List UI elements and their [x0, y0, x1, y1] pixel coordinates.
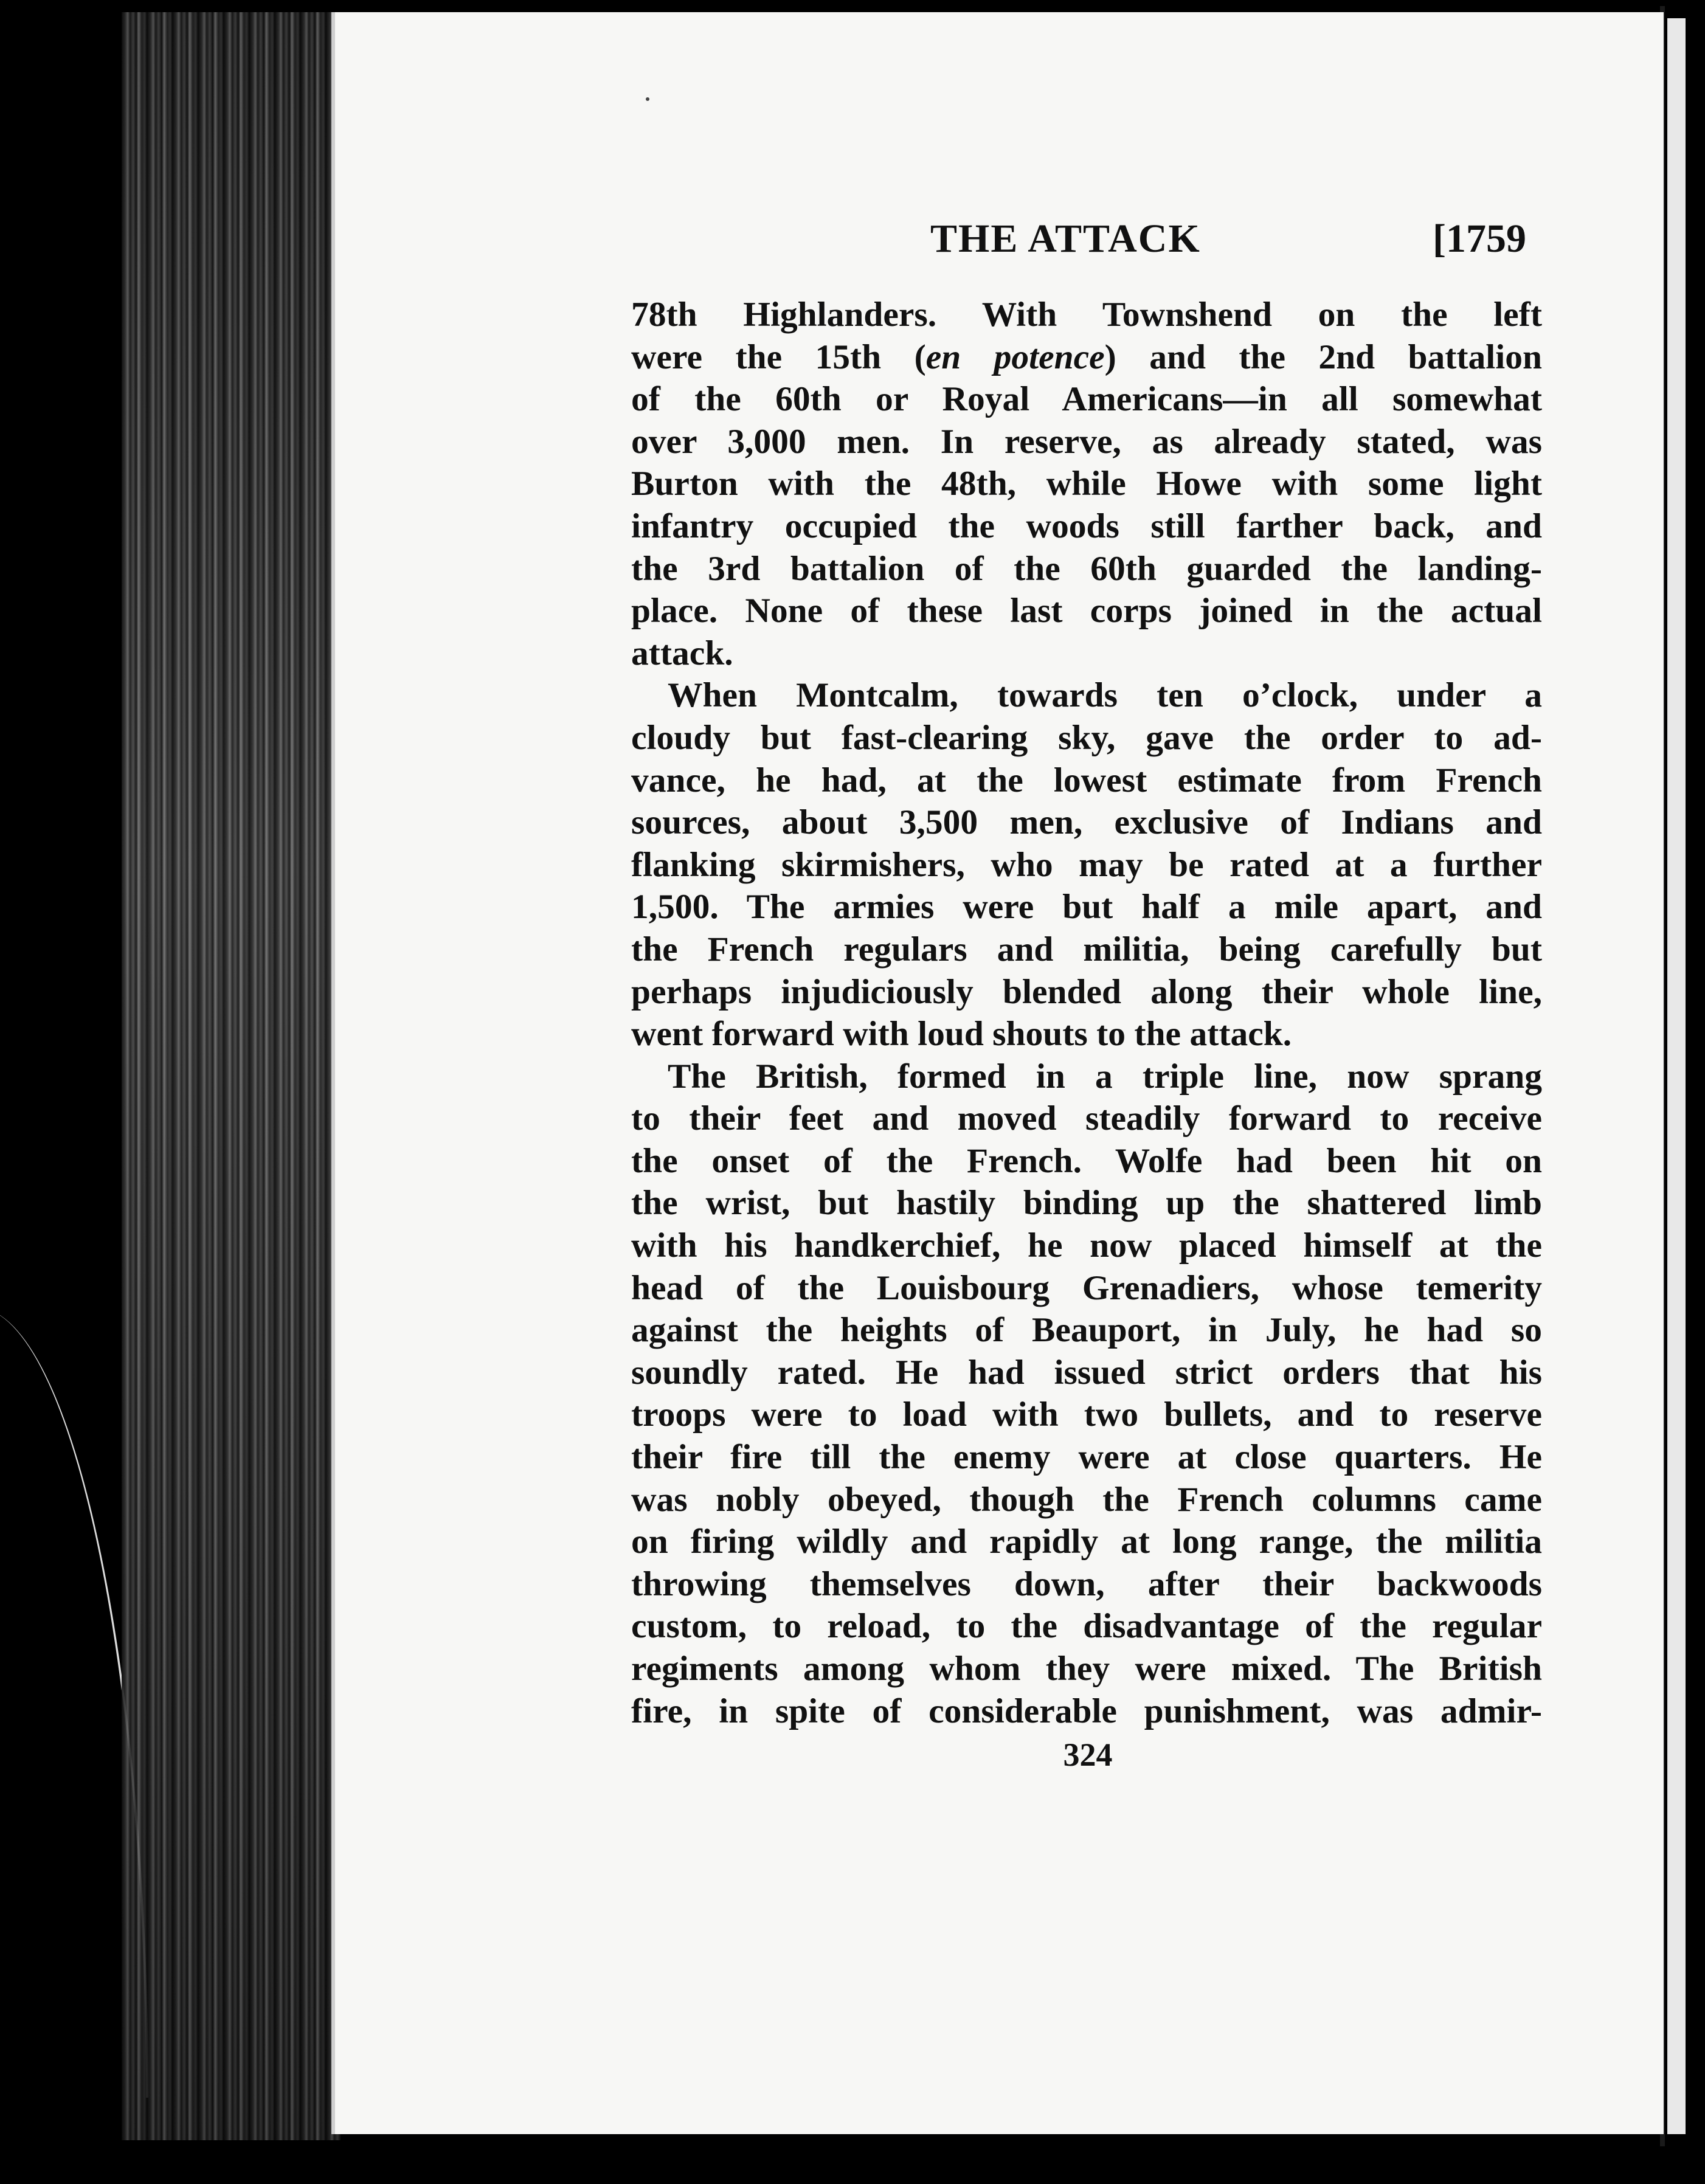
text-line: perhaps injudiciously blended along their whole line,: [631, 972, 1542, 1011]
ink-speck: [646, 97, 649, 101]
text-fragment: were the 15th (: [631, 337, 926, 376]
text-line: with his handkerchief, he now placed himself at the: [631, 1226, 1542, 1265]
text-line: Burton with the 48th, while Howe with some light: [631, 465, 1542, 503]
text-line: infantry occupied the woods still farther back, and: [631, 506, 1542, 545]
paragraph-end-line: attack.: [631, 634, 733, 672]
text-line: custom, to reload, to the disadvantage of the regular: [631, 1607, 1542, 1646]
text-line: the onset of the French. Wolfe had been hit on: [631, 1141, 1542, 1180]
text-line: of the 60th or Royal Americans—in all somewhat: [631, 380, 1542, 419]
text-line: cloudy but fast-clearing sky, gave the order to ad-: [631, 718, 1542, 757]
running-header: [632, 216, 1538, 283]
text-line: against the heights of Beauport, in July, he had so: [631, 1311, 1542, 1350]
text-line: over 3,000 men. In reserve, as already stated, was: [631, 422, 1542, 461]
page-number: 324: [1063, 1736, 1113, 1773]
text-line: regiments among whom they were mixed. The British: [631, 1650, 1542, 1688]
text-line: to their feet and moved steadily forward to receive: [631, 1099, 1542, 1138]
text-fragment: ) and the 2nd battalion: [1104, 337, 1542, 376]
body-text: [631, 294, 1542, 1732]
text-line: their fire till the enemy were at close quarters. He: [631, 1438, 1542, 1477]
text-line-italic: [631, 336, 1542, 379]
text-line: fire, in spite of considerable punishment, was admir-: [631, 1692, 1542, 1730]
right-page-sliver: [1667, 18, 1686, 2134]
paragraph-start-line: When Montcalm, towards ten o’clock, under a: [668, 676, 1542, 715]
italic-phrase: en potence: [925, 337, 1105, 376]
text-line: soundly rated. He had issued strict orders that his: [631, 1353, 1542, 1392]
text-line: the French regulars and militia, being carefully but: [631, 930, 1542, 969]
paragraph-start-line: The British, formed in a triple line, now sprang: [668, 1057, 1542, 1096]
text-line: flanking skirmishers, who may be rated at a further: [631, 845, 1542, 884]
text-line: head of the Louisbourg Grenadiers, whose temerity: [631, 1268, 1542, 1307]
text-line: was nobly obeyed, though the French columns came: [631, 1480, 1542, 1519]
text-line: place. None of these last corps joined in the actual: [631, 592, 1542, 631]
text-line: vance, he had, at the lowest estimate from French: [631, 761, 1542, 800]
text-line: troops were to load with two bullets, and to reserve: [631, 1395, 1542, 1434]
paragraph-end-line: went forward with loud shouts to the attack.: [631, 1015, 1292, 1054]
text-line: the 3rd battalion of the 60th guarded the landing-: [631, 549, 1542, 588]
text-line: sources, about 3,500 men, exclusive of Indians and: [631, 803, 1542, 842]
running-head-year: [1759: [1433, 216, 1526, 261]
running-head-title: THE ATTACK: [930, 216, 1201, 261]
text-line: on firing wildly and rapidly at long range, the militia: [631, 1522, 1542, 1561]
page-edge-shadow: [122, 12, 341, 2140]
text-line: the wrist, but hastily binding up the shattered limb: [631, 1184, 1542, 1223]
text-line: 1,500. The armies were but half a mile apart, and: [631, 888, 1542, 927]
text-line: throwing themselves down, after their backwoods: [631, 1564, 1542, 1603]
text-line: 78th Highlanders. With Townshend on the left: [631, 295, 1542, 334]
